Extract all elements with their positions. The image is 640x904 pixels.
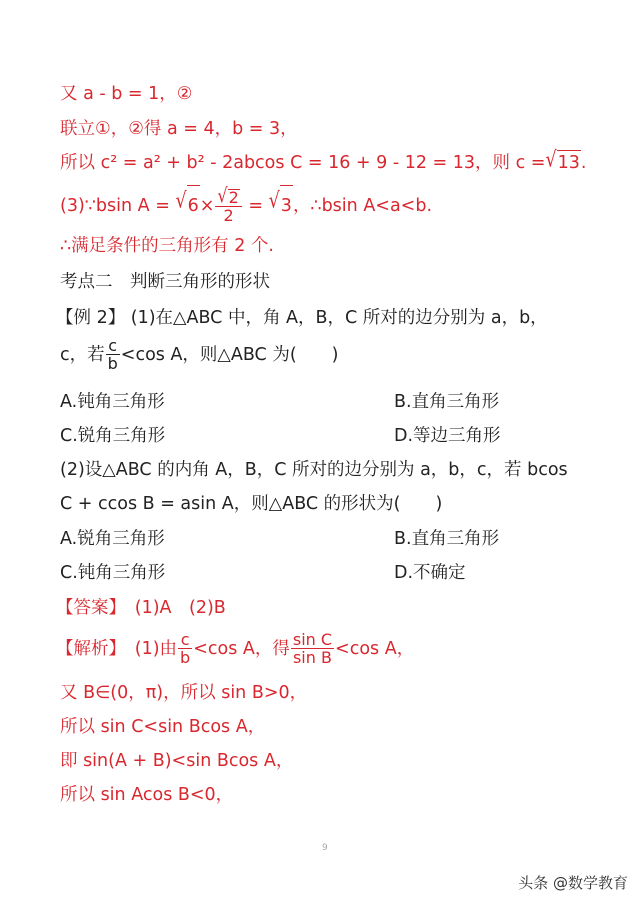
q2-option-a: A.锐角三角形 [60, 529, 165, 549]
explanation-line-4: 即 sin(A + B)<sin Bcos A， [60, 751, 294, 771]
solution-line-1: 又 a - b = 1，② [60, 84, 193, 104]
explanation-line-1: 【解析】 (1)由 $\frac{c}{b}$ <cos A，得 $\frac{\text{sin C}}{\text{sin B}}$ <cos A， [56, 630, 415, 667]
fraction-sqrt2-over-2: $\frac{√2}{2}$ [215, 189, 241, 224]
example2-q2-line-2: C + ccos B = asin A，则△ABC 的形状为( ) [60, 494, 443, 514]
solution-line-3 [60, 147, 587, 175]
q2-option-b: B.直角三角形 [394, 529, 500, 549]
line4-end: ，∴bsin A<a<b. [292, 196, 433, 216]
q1-option-d: D.等边三角形 [394, 426, 501, 446]
line3-end: . [580, 153, 587, 173]
example2-line-1: 【例 2】 (1)在△ABC 中，角 A，B，C 所对的边分别为 a，b， [56, 308, 548, 328]
conclusion-line: ∴满足条件的三角形有 2 个. [60, 236, 274, 256]
source-watermark: 头条 @数学教育 [518, 874, 628, 892]
fraction-sinc-over-sinb: $\frac{\text{sin C}}{\text{sin B}}$ [292, 630, 333, 667]
page-number: 9 [322, 843, 328, 853]
q1-option-c: C.锐角三角形 [60, 426, 166, 446]
q1-option-b: B.直角三角形 [394, 392, 500, 412]
solution-line-2: 联立①，②得 a = 4，b = 3， [60, 119, 298, 139]
sqrt-13: √13 [545, 147, 580, 173]
equals-sign: = [248, 196, 264, 216]
fraction-c-over-b: $\frac{c}{b}$ [107, 336, 118, 373]
sqrt-3: √3 [269, 185, 293, 226]
explanation-line-5: 所以 sin Acos B<0， [60, 785, 234, 805]
q2-option-d: D.不确定 [394, 563, 466, 583]
q2-option-c: C.钝角三角形 [60, 563, 166, 583]
sqrt-6: √6 [175, 185, 199, 226]
q1-option-a: A.钝角三角形 [60, 392, 165, 412]
line3-equation: c² = a² + b² - 2abcos C = 16 + 9 - 12 = 13，则 c = [100, 153, 546, 173]
solution-line-4 [60, 185, 432, 225]
section-heading: 考点二 判断三角形的形状 [60, 272, 270, 292]
sqrt-13-radicand: 13 [557, 150, 581, 175]
fraction-c-over-b-2: $\frac{c}{b}$ [180, 630, 191, 667]
example2-q2-line-1: (2)设△ABC 的内角 A，B，C 所对的边分别为 a，b，c，若 bcos [60, 460, 568, 480]
explanation-line-2: 又 B∈(0，π)，所以 sin B>0， [60, 683, 308, 703]
explanation-line-3: 所以 sin C<sin Bcos A， [60, 717, 266, 737]
example2-line-2: c，若 $\frac{c}{b}$ <cos A，则△ABC 为( ) [60, 336, 339, 373]
times-sign: × [199, 196, 215, 216]
line3-prefix: 所以 [60, 153, 101, 173]
answer-line: 【答案】 (1)A (2)B [56, 598, 226, 618]
line4-prefix: (3)∵bsin A = [60, 196, 170, 216]
